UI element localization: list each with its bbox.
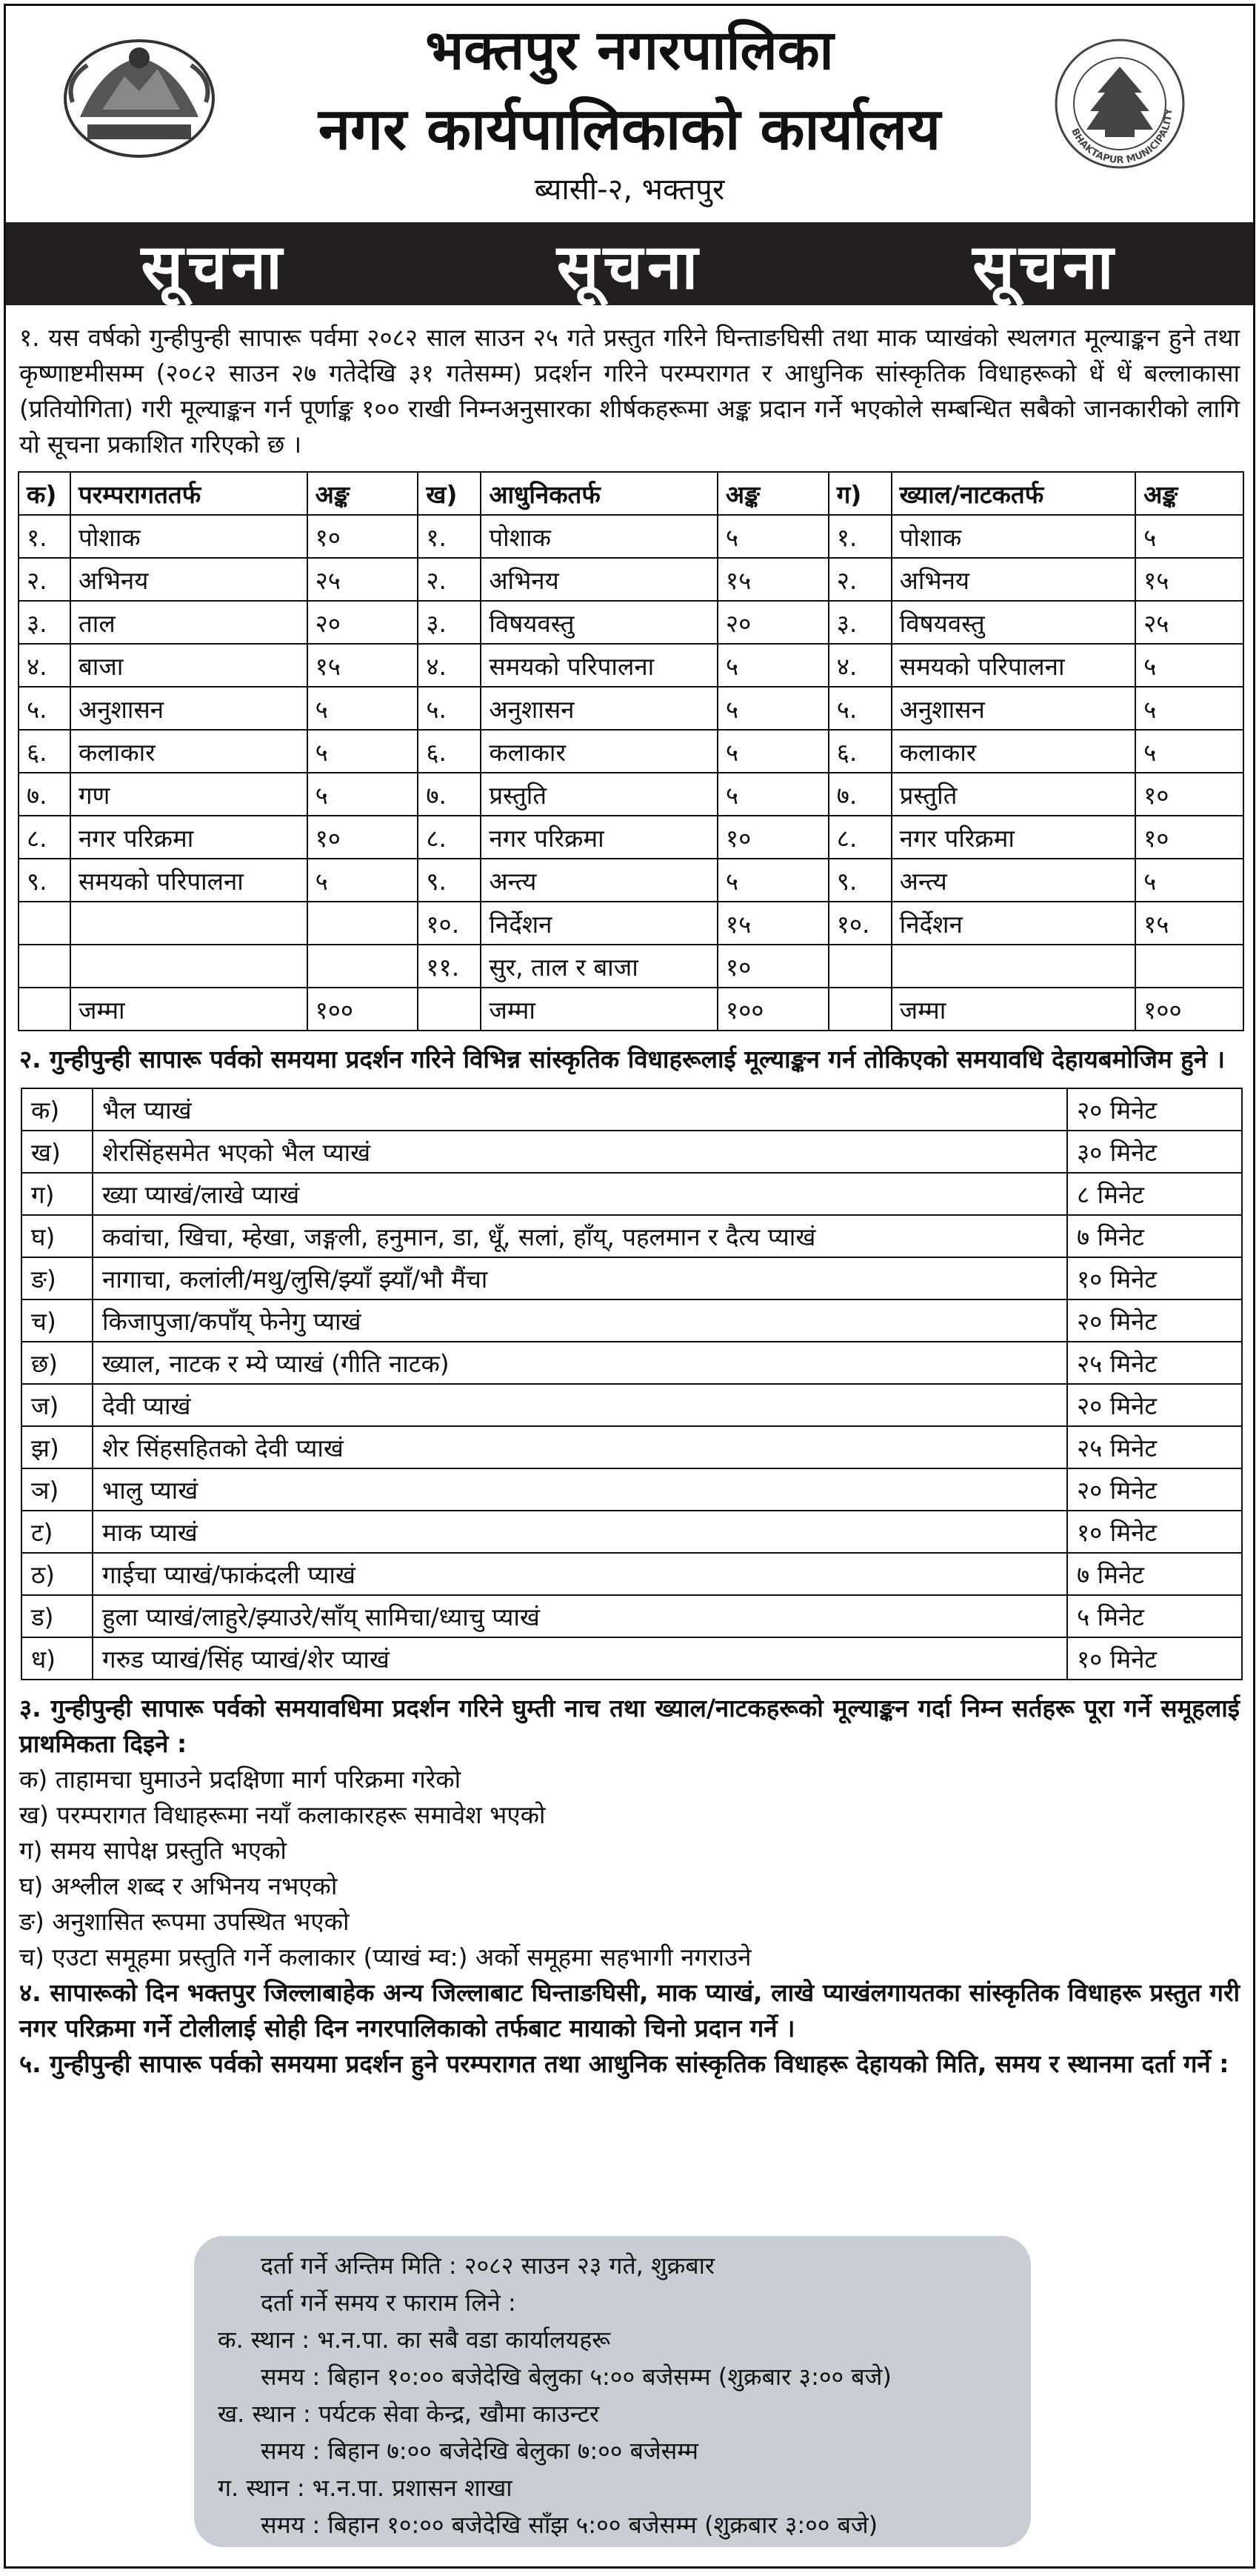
score-table-cell: १. — [19, 515, 70, 558]
performance-name: किजापुजा/कपाँय् फेनेगु प्याखं — [93, 1299, 1067, 1342]
seal-text: BHAKTAPUR MUNICIPALITY — [1069, 108, 1175, 167]
score-table-cell: अनुशासन — [481, 687, 718, 730]
score-table-cell: अनुशासन — [892, 687, 1135, 730]
score-table-cell: जम्मा — [481, 988, 718, 1031]
score-table-cell: १०. — [418, 902, 481, 945]
time-table-row — [21, 1342, 1242, 1384]
score-table-cell: ९. — [829, 859, 892, 902]
score-table-cell: निर्देशन — [481, 902, 718, 945]
condition-item: च) एउटा समूहमा प्रस्तुति गर्ने कलाकार (प्याखं म्व:) अर्को समूहमा सहभागी नगराउने — [19, 1943, 752, 1971]
score-table-cell: ५ — [1135, 515, 1243, 558]
condition-item: ग) समय सापेक्ष प्रस्तुति भएको — [19, 1836, 287, 1865]
score-table-cell: २० — [307, 601, 418, 644]
reg-time-c: समय : बिहान १०:०० बजेदेखि साँझ ५:०० बजेसम्म (शुक्रबार ३:०० बजे) — [261, 2511, 878, 2539]
duration: २० मिनेट — [1067, 1299, 1242, 1342]
score-table-cell: १० — [718, 945, 829, 988]
score-table-cell: समयको परिपालना — [481, 644, 718, 687]
municipality-name: भक्तपुर नगरपालिका — [425, 19, 834, 82]
score-table-cell: ४. — [418, 644, 481, 687]
score-table-cell: १० — [307, 816, 418, 859]
performance-name: माक प्याखं — [93, 1511, 1067, 1553]
score-table-cell: २५ — [307, 558, 418, 601]
score-table-cell: गण — [70, 773, 307, 816]
score-table-cell: १० — [1135, 816, 1243, 859]
score-table-cell — [70, 945, 307, 988]
score-table-cell: अभिनय — [70, 558, 307, 601]
score-table-row — [19, 644, 1243, 687]
score-table-cell: ७. — [418, 773, 481, 816]
time-table-row — [21, 1384, 1242, 1426]
score-table-cell: समयको परिपालना — [892, 644, 1135, 687]
score-header-cell: ग) — [829, 472, 892, 515]
notice-banner — [6, 222, 1253, 305]
score-table-cell: ५ — [307, 773, 418, 816]
score-table-cell: २५ — [1135, 601, 1243, 644]
score-table-cell: ५. — [19, 687, 70, 730]
score-table-cell: ८. — [19, 816, 70, 859]
score-table-cell: २. — [829, 558, 892, 601]
performance-name: गरुड प्याखं/सिंह प्याखं/शेर प्याखं — [93, 1637, 1067, 1680]
score-table-cell: ५. — [418, 687, 481, 730]
score-table-row — [19, 730, 1243, 773]
reg-location-a: क. स्थान : भ.न.पा. का सबै वडा कार्यालयहरू — [218, 2326, 611, 2354]
score-header-cell: क) — [19, 472, 70, 515]
score-table-cell: ३. — [19, 601, 70, 644]
score-header-cell: ख्याल/नाटकतर्फ — [892, 472, 1135, 515]
duration: २५ मिनेट — [1067, 1426, 1242, 1468]
score-table-cell — [19, 945, 70, 988]
score-table-cell: ८. — [418, 816, 481, 859]
performance-name: देवी प्याखं — [93, 1384, 1067, 1426]
time-table-row — [21, 1299, 1242, 1342]
item-label: घ) — [21, 1215, 93, 1257]
performance-name: कवांचा, खिचा, म्हेखा, जङ्गली, हनुमान, डा, धूँ, सलां, हाँय्, पहलमान र दैत्य प्याखं — [93, 1215, 1067, 1257]
score-table-cell: ५ — [718, 687, 829, 730]
item-label: ड) — [21, 1595, 93, 1637]
score-table-row — [19, 687, 1243, 730]
item-label: च) — [21, 1299, 93, 1342]
performance-name: ख्या प्याखं/लाखे प्याखं — [93, 1173, 1067, 1215]
duration: २० मिनेट — [1067, 1468, 1242, 1511]
time-table-row — [21, 1637, 1242, 1680]
score-header-cell: अङ्क — [307, 472, 418, 515]
time-table-body — [21, 1088, 1242, 1680]
score-table-cell — [829, 945, 892, 988]
header — [6, 6, 1253, 222]
score-table-cell: ५. — [829, 687, 892, 730]
duration: १० मिनेट — [1067, 1637, 1242, 1680]
score-table-cell: १५ — [1135, 558, 1243, 601]
item-label: ठ) — [21, 1553, 93, 1595]
score-table — [18, 471, 1244, 1031]
score-table-cell: ५ — [307, 859, 418, 902]
score-table-cell — [829, 988, 892, 1031]
time-table-row — [21, 1553, 1242, 1595]
performance-name: भालु प्याखं — [93, 1468, 1067, 1511]
score-table-cell: पोशाक — [481, 515, 718, 558]
duration: ८ मिनेट — [1067, 1173, 1242, 1215]
score-table-cell: २० — [718, 601, 829, 644]
score-table-cell: ७. — [829, 773, 892, 816]
score-table-cell: ५ — [1135, 687, 1243, 730]
score-table-cell: ४. — [19, 644, 70, 687]
score-table-row — [19, 773, 1243, 816]
score-table-row — [19, 601, 1243, 644]
score-table-cell: १० — [307, 515, 418, 558]
condition-item: क) ताहामचा घुमाउने प्रदक्षिणा मार्ग परिक्रमा गरेको — [19, 1765, 461, 1794]
score-table-header — [19, 472, 1243, 515]
score-table-cell: २. — [19, 558, 70, 601]
score-table-cell: ताल — [70, 601, 307, 644]
score-header-cell: परम्परागततर्फ — [70, 472, 307, 515]
performance-name: गाईचा प्याखं/फाकंदली प्याखं — [93, 1553, 1067, 1595]
score-table-cell: ५ — [718, 859, 829, 902]
score-table-cell: अन्त्य — [481, 859, 718, 902]
score-table-cell: नगर परिक्रमा — [70, 816, 307, 859]
score-table-cell: १० — [718, 816, 829, 859]
score-table-cell: ५ — [718, 730, 829, 773]
score-table-cell: ३. — [418, 601, 481, 644]
score-table-cell: ९. — [19, 859, 70, 902]
time-table-row — [21, 1173, 1242, 1215]
item-label: ग) — [21, 1173, 93, 1215]
item-label: क) — [21, 1088, 93, 1131]
score-table-cell: जम्मा — [892, 988, 1135, 1031]
score-table-cell: नगर परिक्रमा — [481, 816, 718, 859]
duration: ३० मिनेट — [1067, 1131, 1242, 1173]
paragraph-1: १. यस वर्षको गुन्हीपुन्ही सापारू पर्वमा २०८२ साल साउन २५ गते प्रस्तुत गरिने घिन्ताङघिसी तथा माक प्याखंको स्थलगत मूल्याङ्कन हुने तथा कृष्णाष्टमीसम्म (२०८२ साउन २७ गतेदेखि ३१ गतेसम्म) प्रदर्शन गरिने परम्परागत र आधुनिक सांस्कृतिक विधाहरूको धें धें बल्लाकासा (प्रतियोगिता) गरी मूल्याङ्कन गर्न पूर्णाङ्क १०० राखी निम्नअनुसारका शीर्षकहरूमा अङ्क प्रदान गर्ने भएकोले सम्बन्धित सबैको जानकारीको लागि यो सूचना प्रकाशित गरिएको छ । — [19, 323, 1240, 459]
score-table-cell — [307, 945, 418, 988]
score-table-row — [19, 558, 1243, 601]
score-table-cell: अनुशासन — [70, 687, 307, 730]
score-table-cell: ६. — [418, 730, 481, 773]
score-header-cell: अङ्क — [718, 472, 829, 515]
condition-item: ख) परम्परागत विधाहरूमा नयाँ कलाकारहरू समावेश भएको — [19, 1800, 546, 1829]
time-table-row — [21, 1131, 1242, 1173]
score-table-cell: विषयवस्तु — [481, 601, 718, 644]
banner-word-1: सूचना — [141, 229, 287, 303]
score-table-cell: ९. — [418, 859, 481, 902]
notice-page — [4, 4, 1255, 2569]
score-table-cell: ७. — [19, 773, 70, 816]
score-table-cell: १०. — [829, 902, 892, 945]
conditions-list — [6, 1762, 1253, 1975]
time-table-row — [21, 1468, 1242, 1511]
time-table-row — [21, 1426, 1242, 1468]
reg-time-form: दर्ता गर्ने समय र फाराम लिने : — [261, 2289, 516, 2317]
score-table-cell — [418, 988, 481, 1031]
registration-box — [194, 2236, 1031, 2547]
score-table-row — [19, 902, 1243, 945]
score-table-cell: कलाकार — [892, 730, 1135, 773]
score-table-cell: १५ — [718, 902, 829, 945]
score-table-cell — [70, 902, 307, 945]
score-table-row — [19, 988, 1243, 1031]
banner-word-3: सूचना — [972, 229, 1118, 303]
paragraph-4: ४. सापारूको दिन भक्तपुर जिल्लाबाहेक अन्य जिल्लाबाट घिन्ताङघिसी, माक प्याखं, लाखे प्याखंलगायतका सांस्कृतिक विधाहरू प्रस्तुत गरी नगर परिक्रमा गर्ने टोलीलाई सोही दिन नगरपालिकाको तर्फबाट मायाको चिनो प्रदान गर्ने । — [19, 1978, 1240, 2043]
time-table — [21, 1088, 1243, 1680]
score-table-cell: ५ — [307, 730, 418, 773]
score-table-row — [19, 515, 1243, 558]
time-table-row — [21, 1257, 1242, 1299]
score-header-cell: आधुनिकतर्फ — [481, 472, 718, 515]
reg-time-a: समय : बिहान १०:०० बजेदेखि बेलुका ५:०० बजेसम्म (शुक्रबार ३:०० बजे) — [261, 2363, 892, 2391]
paragraph-2: २. गुन्हीपुन्ही सापारू पर्वको समयमा प्रदर्शन गरिने विभिन्न सांस्कृतिक विधाहरूलाई मूल्याङ्कन गर्न तोकिएको समयावधि देहायबमोजिम हुने । — [19, 1045, 1226, 1074]
duration: १० मिनेट — [1067, 1511, 1242, 1553]
item-label: झ) — [21, 1426, 93, 1468]
duration: ७ मिनेट — [1067, 1215, 1242, 1257]
score-table-cell: ५ — [718, 644, 829, 687]
duration: ७ मिनेट — [1067, 1553, 1242, 1595]
score-table-cell: ५ — [718, 515, 829, 558]
score-table-cell: २. — [418, 558, 481, 601]
performance-name: शेर सिंहसहितको देवी प्याखं — [93, 1426, 1067, 1468]
office-name: नगर कार्यपालिकाको कार्यालय — [318, 96, 941, 163]
score-table-cell: १५ — [307, 644, 418, 687]
score-table-cell: ४. — [829, 644, 892, 687]
score-table-cell: ६. — [19, 730, 70, 773]
paragraph-3: ३. गुन्हीपुन्ही सापारू पर्वको समयावधिमा प्रदर्शन गरिने घुम्ती नाच तथा ख्याल/नाटकहरूको मूल्याङ्कन गर्दा निम्न सर्तहरू पूरा गर्ने समूहलाई प्राथमिकता दिइने : — [19, 1694, 1240, 1758]
item-label: ट) — [21, 1511, 93, 1553]
condition-item: घ) अश्लील शब्द र अभिनय नभएको — [19, 1871, 338, 1900]
item-label: ध) — [21, 1637, 93, 1680]
score-table-cell: ५ — [718, 773, 829, 816]
score-table-cell: बाजा — [70, 644, 307, 687]
score-table-cell: पोशाक — [892, 515, 1135, 558]
score-table-row — [19, 859, 1243, 902]
score-table-cell: सुर, ताल र बाजा — [481, 945, 718, 988]
score-table-cell: १. — [418, 515, 481, 558]
score-table-cell: १० — [1135, 773, 1243, 816]
score-table-cell: ५ — [1135, 859, 1243, 902]
score-table-cell — [1135, 945, 1243, 988]
time-table-row — [21, 1088, 1242, 1131]
item-label: ञ) — [21, 1468, 93, 1511]
score-table-cell: निर्देशन — [892, 902, 1135, 945]
score-header-cell: ख) — [418, 472, 481, 515]
duration: ५ मिनेट — [1067, 1595, 1242, 1637]
time-table-row — [21, 1511, 1242, 1553]
condition-item: ङ) अनुशासित रूपमा उपस्थित भएको — [19, 1907, 350, 1936]
score-table-cell — [19, 988, 70, 1031]
duration: १० मिनेट — [1067, 1257, 1242, 1299]
reg-location-c: ग. स्थान : भ.न.पा. प्रशासन शाखा — [218, 2474, 512, 2502]
score-table-cell: ३. — [829, 601, 892, 644]
performance-name: ख्याल, नाटक र म्ये प्याखं (गीति नाटक) — [93, 1342, 1067, 1384]
score-table-cell: ६. — [829, 730, 892, 773]
score-table-cell: ८. — [829, 816, 892, 859]
score-table-body — [19, 515, 1243, 1031]
score-header-cell: अङ्क — [1135, 472, 1243, 515]
score-table-row — [19, 945, 1243, 988]
score-table-cell: १५ — [1135, 902, 1243, 945]
performance-name: हुला प्याखं/लाहुरे/झ्याउरे/साँय् सामिचा/ध्याचु प्याखं — [93, 1595, 1067, 1637]
score-table-cell: समयको परिपालना — [70, 859, 307, 902]
score-table-cell: ११. — [418, 945, 481, 988]
score-table-cell: १. — [829, 515, 892, 558]
score-table-cell: १०० — [307, 988, 418, 1031]
bhaktapur-municipality-seal-icon — [1053, 37, 1186, 170]
score-table-cell: कलाकार — [481, 730, 718, 773]
score-table-cell: अभिनय — [481, 558, 718, 601]
duration: २० मिनेट — [1067, 1384, 1242, 1426]
score-table-cell: अभिनय — [892, 558, 1135, 601]
reg-last-date: दर्ता गर्ने अन्तिम मिति : २०८२ साउन २३ गते, शुक्रबार — [261, 2251, 715, 2280]
item-label: ख) — [21, 1131, 93, 1173]
score-table-cell — [19, 902, 70, 945]
score-table-cell: १०० — [1135, 988, 1243, 1031]
score-table-cell: १५ — [718, 558, 829, 601]
score-table-cell — [307, 902, 418, 945]
reg-location-b: ख. स्थान : पर्यटक सेवा केन्द्र, खौमा काउन्टर — [218, 2400, 599, 2428]
score-table-cell: विषयवस्तु — [892, 601, 1135, 644]
paragraph-5: ५. गुन्हीपुन्ही सापारू पर्वको समयमा प्रदर्शन हुने परम्परागत तथा आधुनिक सांस्कृतिक विधाहरू देहायको मिति, समय र स्थानमा दर्ता गर्ने : — [19, 2049, 1229, 2078]
score-table-cell: जम्मा — [70, 988, 307, 1031]
performance-name: शेरसिंहसमेत भएको भैल प्याखं — [93, 1131, 1067, 1173]
performance-name: भैल प्याखं — [93, 1088, 1067, 1131]
item-label: छ) — [21, 1342, 93, 1384]
score-table-cell: नगर परिक्रमा — [892, 816, 1135, 859]
duration: २० मिनेट — [1067, 1088, 1242, 1131]
score-table-cell: अन्त्य — [892, 859, 1135, 902]
score-table-cell — [892, 945, 1135, 988]
score-table-cell: कलाकार — [70, 730, 307, 773]
item-label: ङ) — [21, 1257, 93, 1299]
score-table-cell: प्रस्तुति — [481, 773, 718, 816]
score-table-cell: ५ — [1135, 730, 1243, 773]
score-table-cell: पोशाक — [70, 515, 307, 558]
time-table-row — [21, 1215, 1242, 1257]
office-address: ब्यासी-२, भक्तपुर — [534, 173, 725, 207]
time-table-row — [21, 1595, 1242, 1637]
score-table-cell: ५ — [307, 687, 418, 730]
performance-name: नागाचा, कलांली/मथु/लुसि/झ्याँ झ्याँ/भौ मैंचा — [93, 1257, 1067, 1299]
duration: २५ मिनेट — [1067, 1342, 1242, 1384]
score-table-cell: १०० — [718, 988, 829, 1031]
item-label: ज) — [21, 1384, 93, 1426]
score-table-cell: प्रस्तुति — [892, 773, 1135, 816]
score-table-cell: ५ — [1135, 644, 1243, 687]
score-table-row — [19, 816, 1243, 859]
reg-time-b: समय : बिहान ७:०० बजेदेखि बेलुका ७:०० बजेसम्म — [261, 2437, 698, 2465]
banner-word-2: सूचना — [556, 229, 703, 303]
